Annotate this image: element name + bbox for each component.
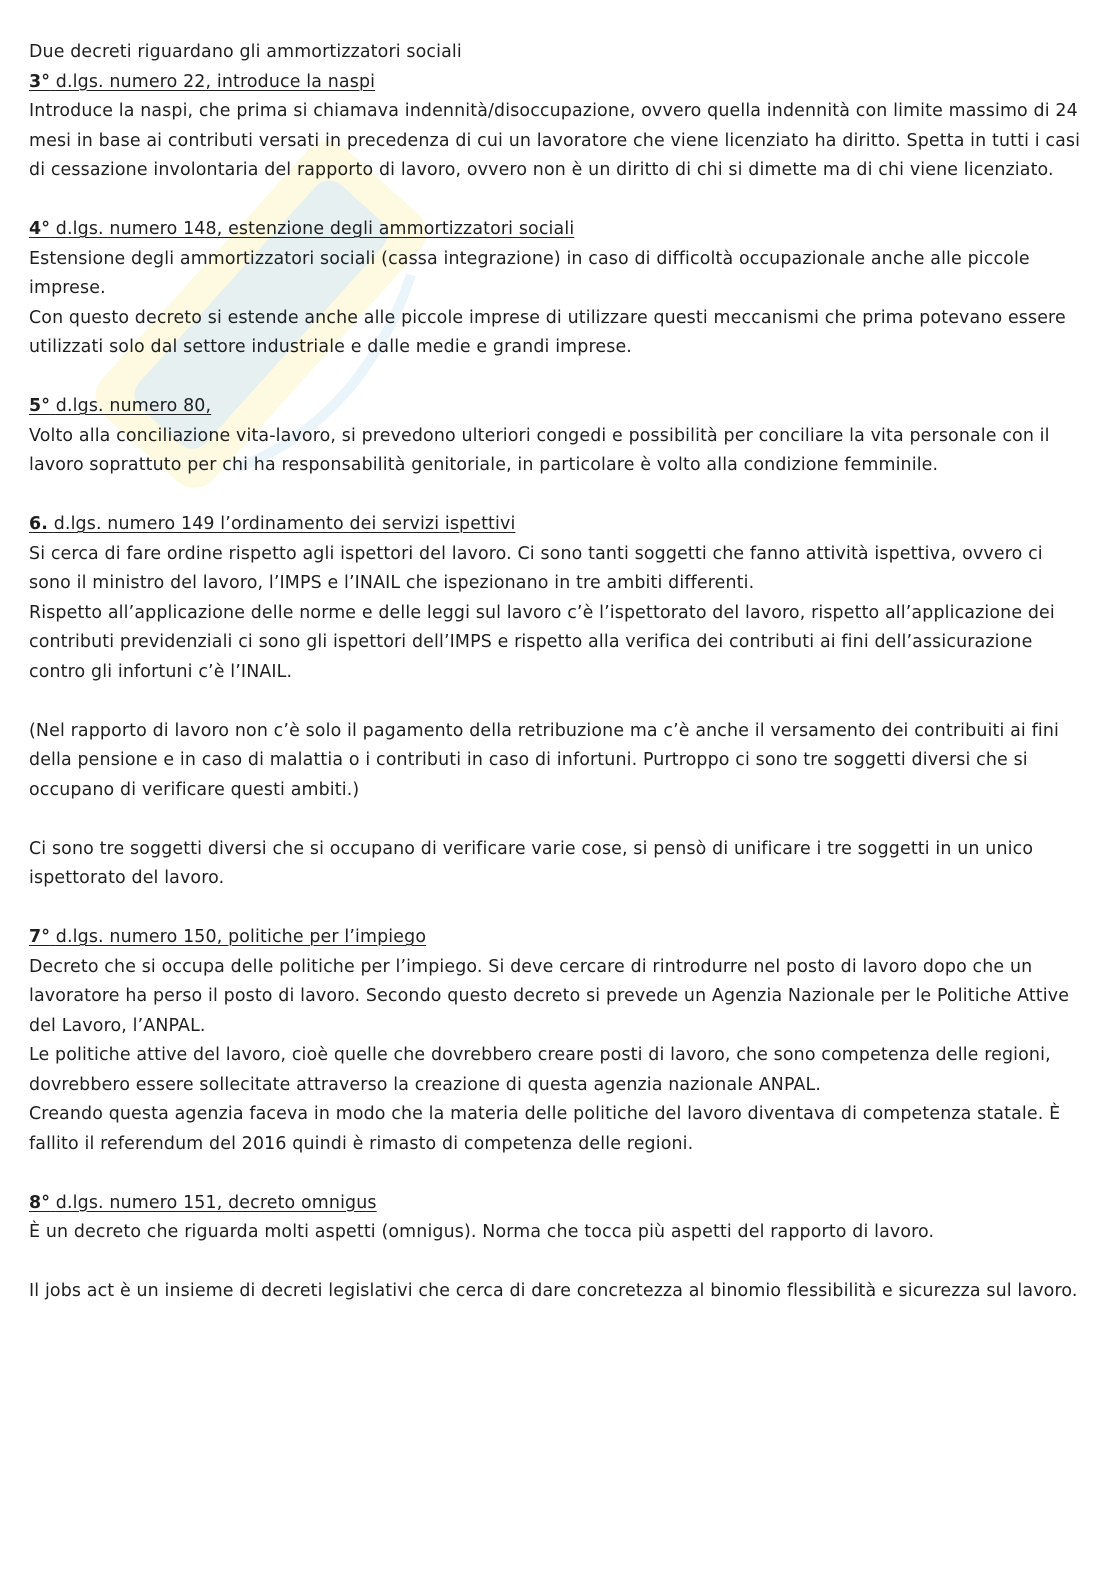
document-page — [29, 38, 1089, 1307]
section-paragraph: Estensione degli ammortizzatori sociali (cassa integrazione) in caso di difficoltà occupazionale anche alle piccole imprese. — [29, 248, 1030, 298]
section-paragraph: Creando questa agenzia faceva in modo che la materia delle politiche del lavoro diventava di competenza statale. È fallito il referendum del 2016 quindi è rimasto di competenza delle regioni. — [29, 1104, 1061, 1154]
section-paragraph: Decreto che si occupa delle politiche per l’impiego. Si deve cercare di rintrodurre nel posto di lavoro dopo che un lavoratore ha perso il posto di lavoro. Secondo questo decreto si prevede un Agenzia Nazionale per le Politiche Attive del Lavoro, l’ANPAL. — [29, 956, 1070, 1036]
section-note: (Nel rapporto di lavoro non c’è solo il pagamento della retribuzione ma c’è anche il versamento dei contribuiti ai fini della pensione e in caso di malattia o i contributi in caso di infortuni. Purtroppo ci sono tre soggetti diversi che si occupano di verificare questi ambiti.) — [29, 720, 1059, 800]
section-paragraph: Con questo decreto si estende anche alle piccole imprese di utilizzare questi meccanismi che prima potevano essere utilizzati solo dal settore industriale e dalle medie e grandi imprese. — [29, 307, 1066, 357]
section-paragraph: Introduce la naspi, che prima si chiamava indennità/disoccupazione, ovvero quella indennità con limite massimo di 24 mesi in base ai contributi versati in precedenza di cui un lavoratore che viene licenziato ha diritto. Spetta in tutti i casi di cessazione involontaria del rapporto di lavoro, ovvero non è un diritto di chi si dimette ma di chi viene licenziato. — [29, 101, 1081, 180]
section-heading: 3° d.lgs. numero 22, introduce la naspi — [29, 71, 376, 92]
conclusion-paragraph: Il jobs act è un insieme di decreti legislativi che cerca di dare concretezza al binomio flessibilità e sicurezza sul lavoro. — [29, 1281, 1078, 1301]
section-heading: 4° d.lgs. numero 148, estenzione degli ammortizzatori sociali — [29, 219, 575, 239]
section-heading: 5° d.lgs. numero 80, — [29, 396, 212, 416]
section-paragraph: È un decreto che riguarda molti aspetti (omnigus). Norma che tocca più aspetti del rapporto di lavoro. — [29, 1222, 935, 1242]
section-paragraph: Ci sono tre soggetti diversi che si occupano di verificare varie cose, si pensò di unificare i tre soggetti in un unico ispettorato del lavoro. — [29, 838, 1034, 888]
section-paragraph: Le politiche attive del lavoro, cioè quelle che dovrebbero creare posti di lavoro, che sono competenza delle regioni, dovrebbero essere sollecitate attraverso la creazione di questa agenzia nazionale ANPAL. — [29, 1045, 1051, 1095]
section-heading: 8° d.lgs. numero 151, decreto omnigus — [29, 1192, 377, 1213]
intro-line: Due decreti riguardano gli ammortizzatori sociali — [29, 42, 462, 62]
section-paragraph: Si cerca di fare ordine rispetto agli ispettori del lavoro. Ci sono tanti soggetti che fanno attività ispettiva, ovvero ci sono il ministro del lavoro, l’IMPS e l’INAIL che ispezionano in tre ambiti differenti. — [29, 543, 1043, 593]
section-heading: 6. d.lgs. numero 149 l’ordinamento dei servizi ispettivi — [29, 514, 516, 534]
section-paragraph: Rispetto all’applicazione delle norme e delle leggi sul lavoro c’è l’ispettorato del lavoro, rispetto all’applicazione dei contributi previdenziali ci sono gli ispettori dell’IMPS e rispetto alla verifica dei contributi ai fini dell’assicurazione contro gli infortuni c’è l’INAIL. — [29, 602, 1055, 682]
section-heading: 7° d.lgs. numero 150, politiche per l’impiego — [29, 927, 427, 947]
section-paragraph: Volto alla conciliazione vita-lavoro, si prevedono ulteriori congedi e possibilità per conciliare la vita personale con il lavoro soprattuto per chi ha responsabilità genitoriale, in particolare è volto alla condizione femminile. — [29, 425, 1050, 475]
